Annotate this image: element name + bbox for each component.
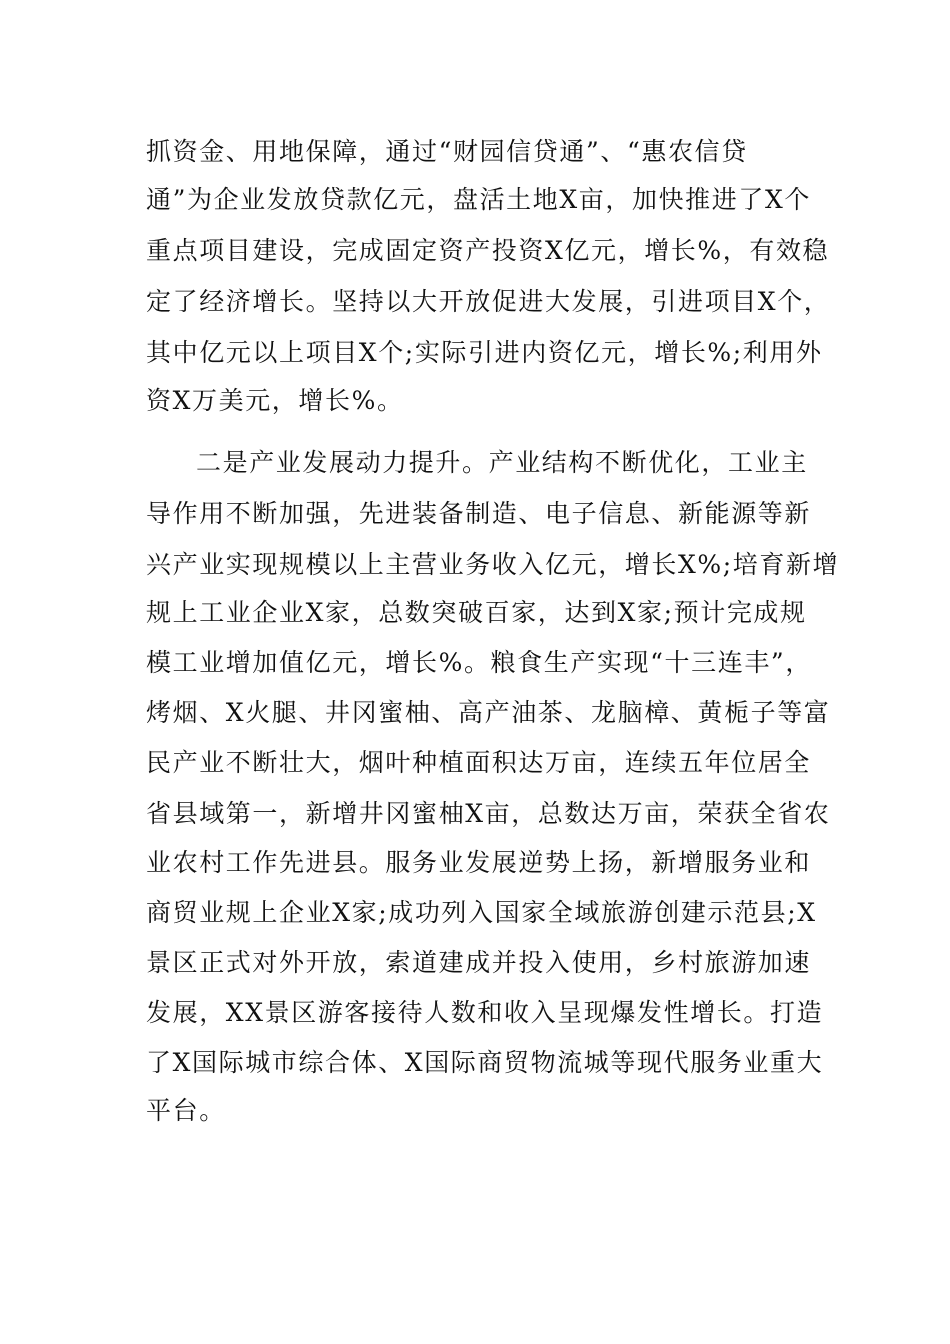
text-line: 模工业增加值亿元，增长%。粮食生产实现“十三连丰”， (146, 648, 812, 677)
text-line: 二是产业发展动力提升。产业结构不断优化，工业主 (196, 448, 808, 477)
text-line: 通”为企业发放贷款亿元，盘活土地X亩，加快推进了X个 (146, 185, 811, 214)
text-line: 兴产业实现规模以上主营业务收入亿元，增长X%;培育新增 (146, 550, 840, 579)
text-line: 发展，XX景区游客接待人数和收入呈现爆发性增长。打造 (146, 998, 824, 1027)
text-line: 规上工业企业X家，总数突破百家，达到X家;预计完成规 (146, 598, 807, 627)
text-line: 省县域第一，新增井冈蜜柚X亩，总数达万亩，荣获全省农 (146, 799, 831, 828)
text-line: 了X国际城市综合体、X国际商贸物流城等现代服务业重大 (146, 1048, 824, 1077)
text-line: 景区正式对外开放，索道建成并投入使用，乡村旅游加速 (146, 948, 812, 977)
text-line: 商贸业规上企业X家;成功列入国家全域旅游创建示范县;X (146, 898, 817, 927)
text-line: 资X万美元，增长%。 (146, 386, 404, 415)
text-line: 定了经济增长。坚持以大开放促进大发展，引进项目X个， (146, 287, 831, 316)
text-line: 抓资金、用地保障，通过“财园信贷通”、“惠农信贷 (146, 137, 748, 166)
text-line: 导作用不断加强，先进装备制造、电子信息、新能源等新 (146, 499, 812, 528)
text-line: 其中亿元以上项目X个;实际引进内资亿元，增长%;利用外 (146, 338, 823, 367)
text-line: 业农村工作先进县。服务业发展逆势上扬，新增服务业和 (146, 848, 812, 877)
text-line: 重点项目建设，完成固定资产投资X亿元，增长%，有效稳 (146, 236, 830, 265)
text-line: 烤烟、X火腿、井冈蜜柚、高产油茶、龙脑樟、黄栀子等富 (146, 698, 831, 727)
text-line: 民产业不断壮大，烟叶种植面积达万亩，连续五年位居全 (146, 748, 812, 777)
text-line: 平台。 (146, 1096, 226, 1125)
